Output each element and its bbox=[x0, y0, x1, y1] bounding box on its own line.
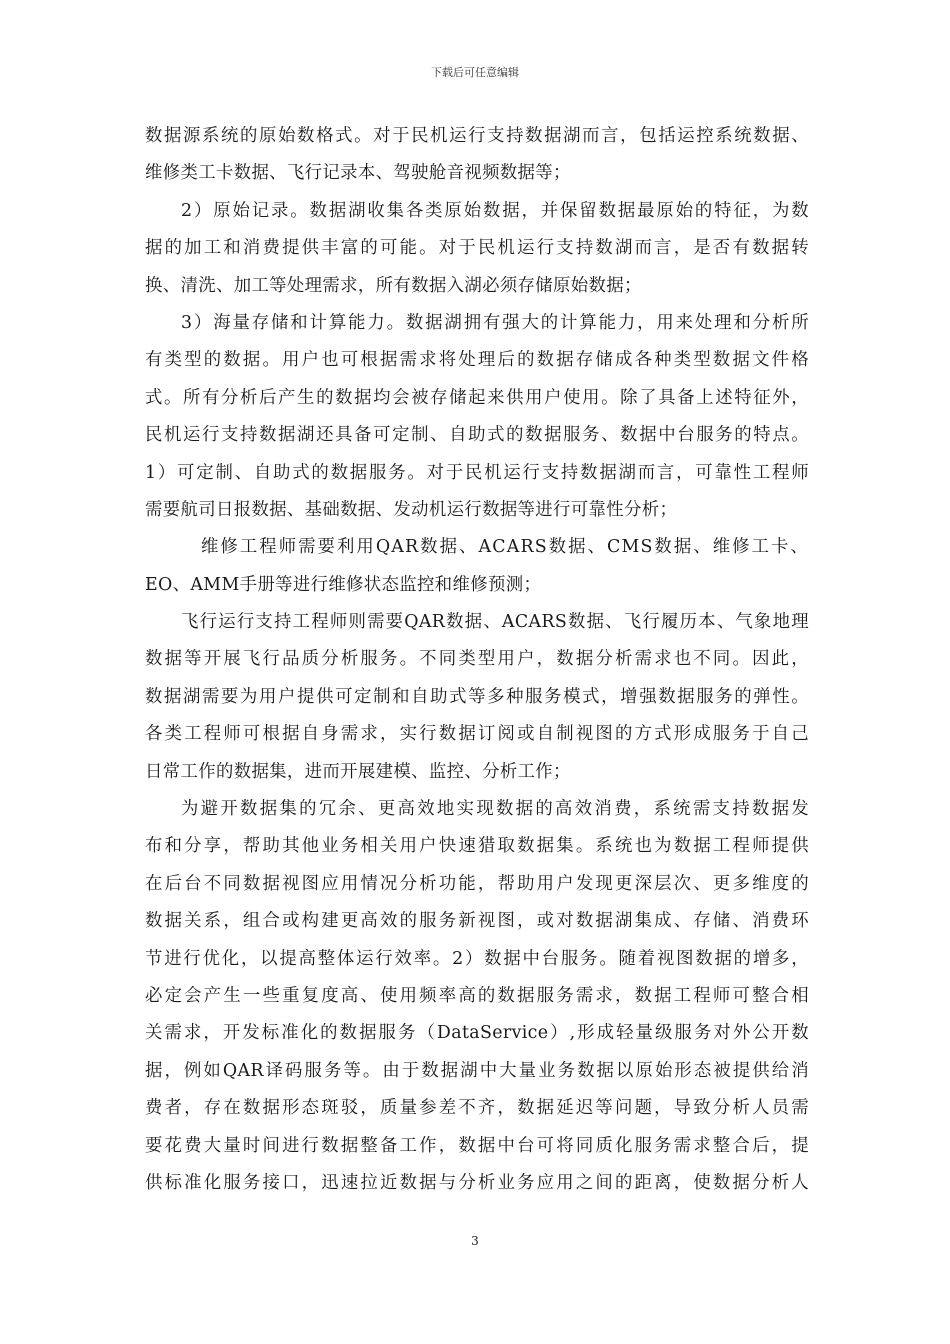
text-line: 数据等开展飞行品质分析服务。不同类型用户，数据分析需求也不同。因此， bbox=[145, 649, 809, 670]
text-line: 在后台不同数据视图应用情况分析功能，帮助用户发现更深层次、更多维度的 bbox=[145, 873, 809, 894]
text-line: 有类型的数据。用户也可根据需求将处理后的数据存储成各种类型数据文件格 bbox=[145, 350, 809, 371]
page-number: 3 bbox=[471, 1234, 479, 1248]
text-line: 3）海量存储和计算能力。数据湖拥有强大的计算能力，用来处理和分析所 bbox=[181, 312, 809, 333]
text-line: 需要航司日报数据、基础数据、发动机运行数据等进行可靠性分析； bbox=[145, 499, 678, 520]
text-line: 必定会产生一些重复度高、使用频率高的数据服务需求，数据工程师可整合相 bbox=[145, 985, 809, 1006]
text-line: 飞行运行支持工程师则需要QAR数据、ACARS数据、飞行履历本、气象地理 bbox=[181, 612, 809, 633]
text-line: 关需求，开发标准化的数据服务（DataService）,形成轻量级服务对外公开数 bbox=[145, 1023, 809, 1044]
document-body bbox=[145, 118, 809, 1202]
text-line: 民机运行支持数据湖还具备可定制、自助式的数据服务、数据中台服务的特点。 bbox=[145, 425, 809, 446]
text-line: 要花费大量时间进行数据整备工作，数据中台可将同质化服务需求整合后，提 bbox=[145, 1135, 809, 1156]
text-line: 2）原始记录。数据湖收集各类原始数据，并保留数据最原始的特征，为数 bbox=[181, 200, 809, 221]
text-line: 数据湖需要为用户提供可定制和自助式等多种服务模式，增强数据服务的弹性。 bbox=[145, 686, 809, 707]
text-line: EO、AMM手册等进行维修状态监控和维修预测； bbox=[145, 574, 542, 595]
text-line: 据的加工和消费提供丰富的可能。对于民机运行支持数湖而言，是否有数据转 bbox=[145, 238, 809, 259]
text-line: 式。所有分析后产生的数据均会被存储起来供用户使用。除了具备上述特征外， bbox=[145, 387, 809, 408]
text-line: 为避开数据集的冗余、更高效地实现数据的高效消费，系统需支持数据发 bbox=[181, 799, 809, 820]
text-line: 维修类工卡数据、飞行记录本、驾驶舱音视频数据等； bbox=[145, 163, 571, 184]
text-line: 数据关系，组合或构建更高效的服务新视图，或对数据湖集成、存储、消费环 bbox=[145, 911, 809, 932]
text-line: 数据源系统的原始数格式。对于民机运行支持数据湖而言，包括运控系统数据、 bbox=[145, 126, 809, 146]
text-line: 费者，存在数据形态斑驳，质量参差不齐，数据延迟等问题，导致分析人员需 bbox=[145, 1098, 809, 1119]
text-line: 各类工程师可根据自身需求，实行数据订阅或自制视图的方式形成服务于自己 bbox=[145, 724, 809, 745]
text-line: 维修工程师需要利用QAR数据、ACARS数据、CMS数据、维修工卡、 bbox=[201, 537, 809, 558]
text-line: 供标准化服务接口，迅速拉近数据与分析业务应用之间的距离，使数据分析人 bbox=[145, 1172, 809, 1193]
text-line: 1）可定制、自助式的数据服务。对于民机运行支持数据湖而言，可靠性工程师 bbox=[145, 462, 809, 483]
text-line: 据，例如QAR译码服务等。由于数据湖中大量业务数据以原始形态被提供给消 bbox=[145, 1060, 809, 1081]
text-line: 换、清洗、加工等处理需求，所有数据入湖必须存储原始数据； bbox=[145, 275, 642, 296]
text-line: 日常工作的数据集，进而开展建模、监控、分析工作； bbox=[145, 761, 571, 782]
text-line: 节进行优化，以提高整体运行效率。2）数据中台服务。随着视图数据的增多， bbox=[145, 948, 809, 969]
page-header: 下载后可任意编辑 bbox=[431, 66, 519, 79]
text-line: 布和分享，帮助其他业务相关用户快速猎取数据集。系统也为数据工程师提供 bbox=[145, 836, 809, 857]
